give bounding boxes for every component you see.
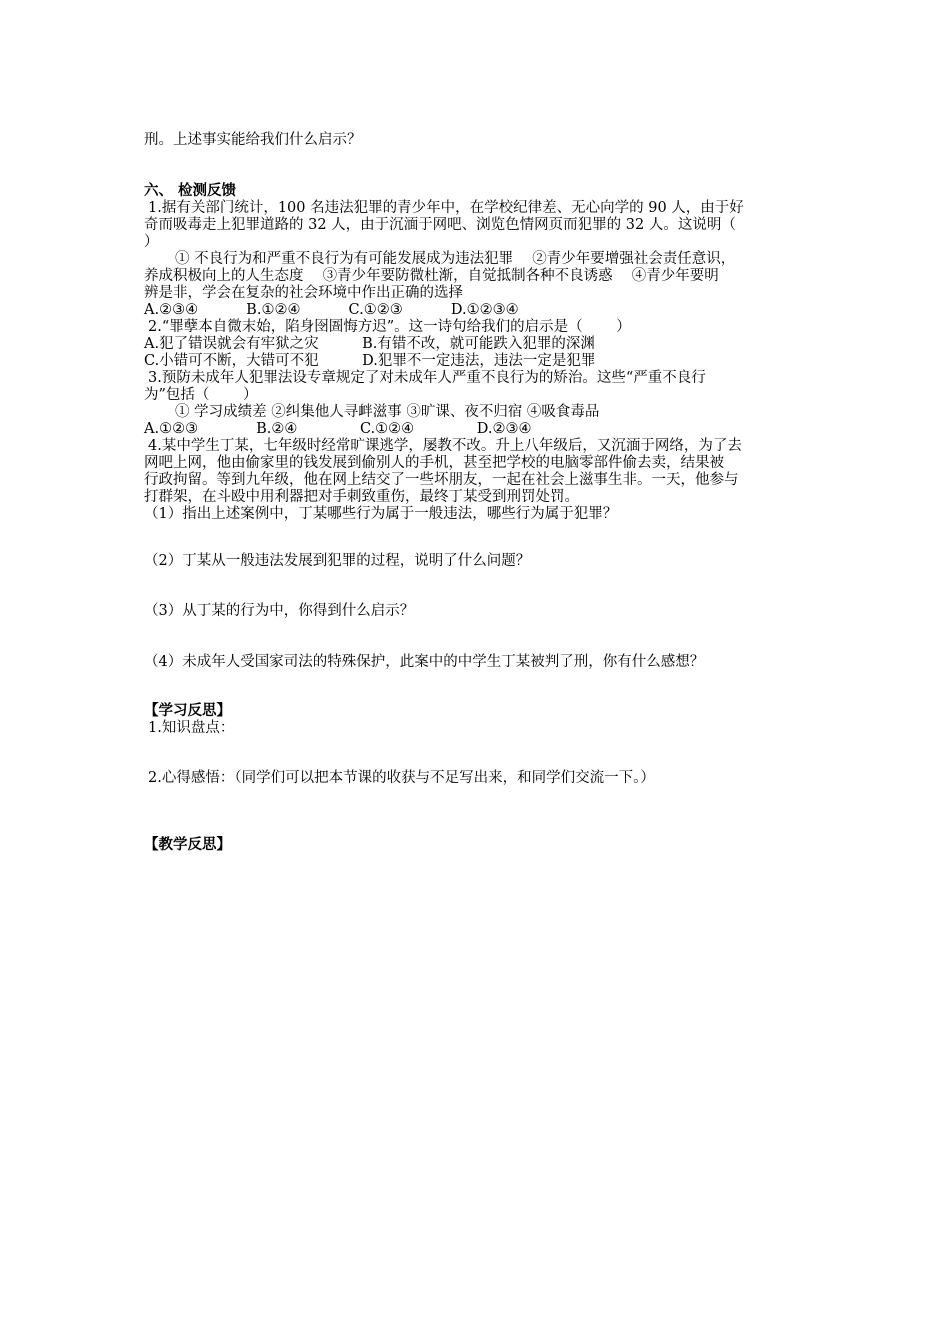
q3-options: A.①②③ B.②④ C.①②④ D.②③④ [144,421,532,437]
q3-line3: ① 学习成绩差 ②纠集他人寻衅滋事 ③旷课、夜不归宿 ④吸食毒品 [175,404,600,420]
q3-line1: 3.预防未成年人犯罪法设专章规定了对未成年人严重不良行为的矫治。这些“严重不良行 [148,370,706,386]
q2-line1: 2.“罪孽本自微末始，陷身囹圄悔方迟”。这一诗句给我们的启示是（ ） [148,319,631,335]
q4-line1: 4.某中学生丁某，七年级时经常旷课逃学，屡教不改。升上八年级后，又沉湎于网络，为了去 [148,438,742,454]
q1-line1: 1.据有关部门统计，100 名违法犯罪的青少年中，在学校纪律差、无心向学的 90 人，由于好 [148,200,744,216]
intro-tail-text: 刑。上述事实能给我们什么启示？ [144,132,362,148]
section6-heading: 六、 检测反馈 [144,183,237,199]
q4-sub3: （3）从丁某的行为中，你得到什么启示？ [144,603,415,619]
q1-line6: 辨是非，学会在复杂的社会环境中作出正确的选择 [144,285,463,301]
q1-line2: 奇而吸毒走上犯罪道路的 32 人，由于沉湎于网吧、浏览色情网页而犯罪的 32 人。这说明（ [144,217,736,233]
reflection-item2: 2.心得感悟：（同学们可以把本节课的收获与不足写出来，和同学们交流一下。） [148,770,655,786]
reflection-item1: 1.知识盘点： [148,720,235,736]
q2-options2: C.小错可不断，大错可不犯 D.犯罪不一定违法，违法一定是犯罪 [144,353,596,369]
q2-options1: A.犯了错误就会有牢狱之灾 B.有错不改，就可能跌入犯罪的深渊 [144,336,595,352]
q1-line4: ① 不良行为和严重不良行为有可能发展成为违法犯罪 ②青少年要增强社会责任意识， [175,251,736,267]
q4-sub1: （1）指出上述案例中，丁某哪些行为属于一般违法，哪些行为属于犯罪？ [144,506,618,522]
q3-line2: 为”包括（ ） [144,387,258,403]
q4-sub4: （4）未成年人受国家司法的特殊保护，此案中的中学生丁某被判了刑，你有什么感想？ [144,654,705,670]
q4-sub2: （2）丁某从一般违法发展到犯罪的过程，说明了什么问题？ [144,553,531,569]
q4-line4: 打群架，在斗殴中用利器把对手刺致重伤，最终丁某受到刑罚处罚。 [144,489,579,505]
q1-line3: ） [144,234,159,250]
q4-line2: 网吧上网，他由偷家里的钱发展到偷别人的手机，甚至把学校的电脑零部件偷去卖，结果被 [144,455,724,471]
teaching-reflection-heading: 【教学反思】 [144,837,231,853]
study-reflection-heading: 【学习反思】 [144,703,231,719]
q1-options: A.②③④ B.①②④ C.①②③ D.①②③④ [144,302,519,318]
q4-line3: 行政拘留。等到九年级，他在网上结交了一些坏朋友，一起在社会上滋事生非。一天，他参与 [144,472,739,488]
q1-line5: 养成积极向上的人生态度 ③青少年要防微杜渐，自觉抵制各种不良诱惑 ④青少年要明 [144,268,719,284]
